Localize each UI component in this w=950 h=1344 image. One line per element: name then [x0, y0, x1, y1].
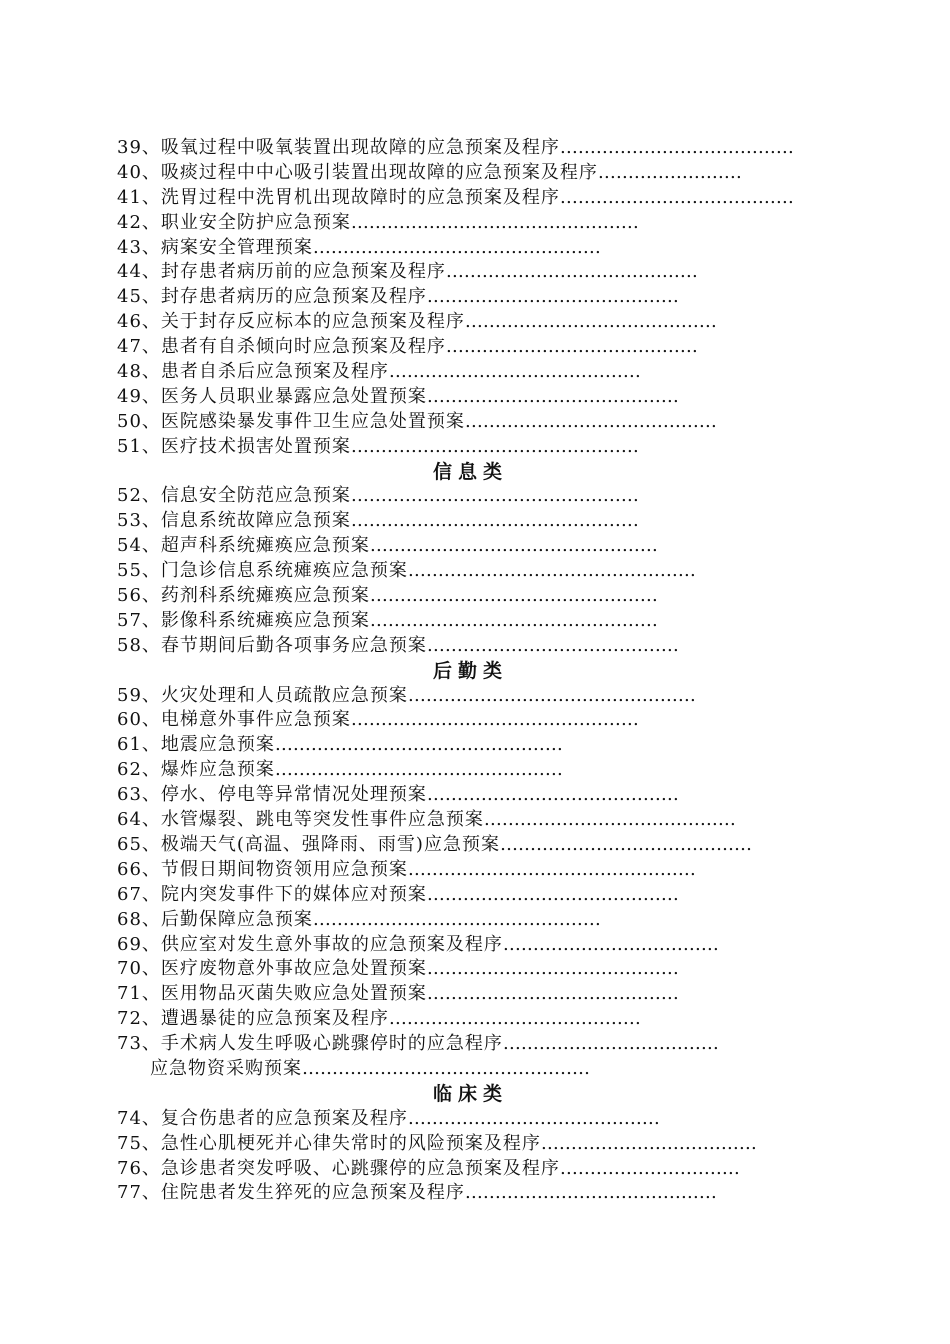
- toc-leader-dots: …………………………………………: [312, 908, 601, 930]
- toc-entry[interactable]: [117, 1057, 837, 1082]
- table-of-contents: [117, 136, 837, 1206]
- toc-entry-title: 65、极端天气(高温、强降雨、雨雪)应急预案: [117, 833, 500, 855]
- toc-entry[interactable]: [117, 733, 837, 758]
- toc-entry[interactable]: [117, 957, 837, 982]
- toc-entry-title: 57、影像科系统瘫痪应急预案: [117, 609, 370, 631]
- toc-leader-dots: ……………………………………: [407, 1107, 660, 1129]
- toc-leader-dots: ………………………………: [540, 1132, 757, 1154]
- toc-entry-title: 应急物资采购预案: [150, 1057, 302, 1079]
- toc-entry-title: 76、急诊患者突发呼吸、心跳骤停的应急预案及程序: [117, 1157, 560, 1179]
- toc-entry-title: 46、关于封存反应标本的应急预案及程序: [117, 311, 465, 333]
- toc-entry-title: 55、门急诊信息系统瘫痪应急预案: [117, 560, 408, 582]
- toc-entry-title: 61、地震应急预案: [117, 734, 275, 756]
- toc-leader-dots: ……………………: [597, 161, 742, 183]
- toc-entry-title: 59、火灾处理和人员疏散应急预案: [117, 684, 408, 706]
- toc-entry[interactable]: [117, 310, 837, 335]
- toc-entry-title: 39、吸氧过程中吸氧装置出现故障的应急预案及程序: [117, 137, 560, 158]
- toc-entry-title: 60、电梯意外事件应急预案: [117, 709, 351, 731]
- toc-entry-title: 72、遭遇暴徒的应急预案及程序: [117, 1008, 389, 1030]
- toc-entry[interactable]: [117, 1181, 837, 1206]
- toc-entry-title: 45、封存患者病历的应急预案及程序: [117, 286, 427, 308]
- section-heading: 信息类: [433, 460, 509, 483]
- toc-leader-dots: …………………………………………: [350, 485, 639, 507]
- toc-leader-dots: ……………………………………: [483, 809, 736, 831]
- toc-leader-dots: ……………………………………: [426, 958, 679, 980]
- toc-entry[interactable]: [117, 708, 837, 733]
- toc-entry[interactable]: [117, 385, 837, 410]
- toc-leader-dots: …………………………………………: [369, 609, 658, 631]
- toc-entry[interactable]: [117, 559, 837, 584]
- toc-entry-title: 58、春节期间后勤各项事务应急预案: [117, 634, 427, 656]
- toc-leader-dots: …………………………: [559, 1157, 740, 1179]
- toc-leader-dots: …………………………………………: [350, 435, 639, 457]
- section-heading: 临床类: [433, 1082, 509, 1105]
- toc-entry-title: 71、医用物品灭菌失败应急处置预案: [117, 983, 427, 1005]
- toc-leader-dots: …………………………………………: [302, 1057, 590, 1079]
- toc-leader-dots: ……………………………………: [426, 883, 679, 905]
- toc-leader-dots: …………………………………………: [350, 211, 639, 233]
- toc-entry-title: 41、洗胃过程中洗胃机出现故障时的应急预案及程序: [117, 186, 560, 208]
- toc-leader-dots: …………………………………………: [369, 535, 658, 557]
- toc-entry[interactable]: [117, 783, 837, 808]
- toc-leader-dots: ……………………………………: [426, 634, 679, 656]
- toc-entry[interactable]: [117, 186, 837, 211]
- toc-entry[interactable]: [117, 634, 837, 659]
- toc-leader-dots: ……………………………………: [426, 983, 679, 1005]
- toc-entry[interactable]: [117, 360, 837, 385]
- toc-entry-title: 52、信息安全防范应急预案: [117, 485, 351, 507]
- toc-entry-title: 42、职业安全防护应急预案: [117, 211, 351, 233]
- toc-entry[interactable]: [117, 509, 837, 534]
- toc-entry[interactable]: [117, 534, 837, 559]
- section-heading: 后勤类: [433, 659, 509, 682]
- toc-leader-dots: …………………………………………: [350, 709, 639, 731]
- toc-entry-title: 48、患者自杀后应急预案及程序: [117, 361, 389, 383]
- toc-entry-title: 68、后勤保障应急预案: [117, 908, 313, 930]
- toc-leader-dots: ……………………………………: [445, 261, 698, 283]
- toc-entry[interactable]: [117, 933, 837, 958]
- toc-leader-dots: …………………………………………: [407, 560, 696, 582]
- toc-entry[interactable]: [117, 1032, 837, 1057]
- toc-entry[interactable]: [117, 584, 837, 609]
- toc-entry[interactable]: [117, 161, 837, 186]
- toc-entry-title: 49、医务人员职业暴露应急处置预案: [117, 385, 427, 407]
- toc-leader-dots: …………………………………………: [274, 759, 563, 781]
- toc-leader-dots: …………………………………………: [274, 734, 563, 756]
- toc-entry-title: 44、封存患者病历前的应急预案及程序: [117, 261, 446, 283]
- toc-entry-title: 62、爆炸应急预案: [117, 759, 275, 781]
- toc-entry[interactable]: [117, 1132, 837, 1157]
- toc-entry[interactable]: [117, 833, 837, 858]
- toc-entry-title: 50、医院感染暴发事件卫生应急处置预案: [117, 410, 465, 432]
- toc-leader-dots: …………………………………………: [350, 510, 639, 532]
- toc-entry-title: 75、急性心肌梗死并心律失常时的风险预案及程序: [117, 1132, 541, 1154]
- toc-entry-title: 47、患者有自杀倾向时应急预案及程序: [117, 336, 446, 358]
- toc-leader-dots: ……………………………………: [388, 361, 641, 383]
- toc-entry-title: 43、病案安全管理预案: [117, 236, 313, 258]
- toc-entry-title: 77、住院患者发生猝死的应急预案及程序: [117, 1182, 465, 1204]
- toc-leader-dots: …………………………………………: [407, 684, 696, 706]
- toc-entry-title: 64、水管爆裂、跳电等突发性事件应急预案: [117, 809, 484, 831]
- toc-leader-dots: ……………………………………: [499, 833, 752, 855]
- toc-leader-dots: ……………………………………: [464, 1182, 717, 1204]
- toc-leader-dots: ……………………………………: [445, 336, 698, 358]
- toc-entry[interactable]: [117, 858, 837, 883]
- toc-entry[interactable]: [117, 236, 837, 261]
- toc-entry[interactable]: [117, 335, 837, 360]
- toc-entry-title: 70、医疗废物意外事故应急处置预案: [117, 958, 427, 980]
- toc-entry-title: 74、复合伤患者的应急预案及程序: [117, 1107, 408, 1129]
- toc-leader-dots: ……………………………………: [464, 410, 717, 432]
- toc-entry[interactable]: [117, 435, 837, 460]
- toc-leader-dots: …………………………………………: [369, 585, 658, 607]
- toc-leader-dots: …………………………………………: [312, 236, 601, 258]
- toc-entry[interactable]: [117, 982, 837, 1007]
- toc-leader-dots: …………………………………: [559, 137, 794, 158]
- toc-entry[interactable]: [117, 883, 837, 908]
- toc-entry[interactable]: [117, 1007, 837, 1032]
- toc-entry[interactable]: [117, 260, 837, 285]
- toc-leader-dots: ……………………………………: [388, 1008, 641, 1030]
- toc-entry-title: 67、院内突发事件下的媒体应对预案: [117, 883, 427, 905]
- toc-leader-dots: ………………………………: [502, 1033, 719, 1055]
- toc-entry-title: 40、吸痰过程中中心吸引装置出现故障的应急预案及程序: [117, 161, 598, 183]
- toc-entry-title: 63、停水、停电等异常情况处理预案: [117, 784, 427, 806]
- toc-entry[interactable]: [117, 808, 837, 833]
- toc-entry[interactable]: [117, 908, 837, 933]
- toc-entry[interactable]: [117, 136, 837, 161]
- toc-entry[interactable]: [117, 211, 837, 236]
- toc-entry-title: 56、药剂科系统瘫痪应急预案: [117, 585, 370, 607]
- toc-entry[interactable]: [117, 1157, 837, 1182]
- toc-entry-title: 69、供应室对发生意外事故的应急预案及程序: [117, 933, 503, 955]
- toc-entry[interactable]: [117, 609, 837, 634]
- toc-entry-title: 51、医疗技术损害处置预案: [117, 435, 351, 457]
- toc-leader-dots: ……………………………………: [426, 385, 679, 407]
- toc-leader-dots: …………………………………………: [407, 858, 696, 880]
- toc-leader-dots: ……………………………………: [426, 784, 679, 806]
- toc-entry[interactable]: [117, 684, 837, 709]
- toc-entry[interactable]: [117, 1107, 837, 1132]
- toc-leader-dots: ……………………………………: [464, 311, 717, 333]
- toc-entry[interactable]: [117, 285, 837, 310]
- toc-entry-title: 54、超声科系统瘫痪应急预案: [117, 535, 370, 557]
- toc-leader-dots: ……………………………………: [426, 286, 679, 308]
- toc-entry[interactable]: [117, 410, 837, 435]
- toc-entry-title: 53、信息系统故障应急预案: [117, 510, 351, 532]
- toc-leader-dots: ………………………………: [502, 933, 719, 955]
- toc-entry[interactable]: [117, 484, 837, 509]
- toc-leader-dots: …………………………………: [559, 186, 794, 208]
- toc-entry[interactable]: [117, 758, 837, 783]
- toc-entry-title: 73、手术病人发生呼吸心跳骤停时的应急程序: [117, 1033, 503, 1055]
- toc-entry-title: 66、节假日期间物资领用应急预案: [117, 858, 408, 880]
